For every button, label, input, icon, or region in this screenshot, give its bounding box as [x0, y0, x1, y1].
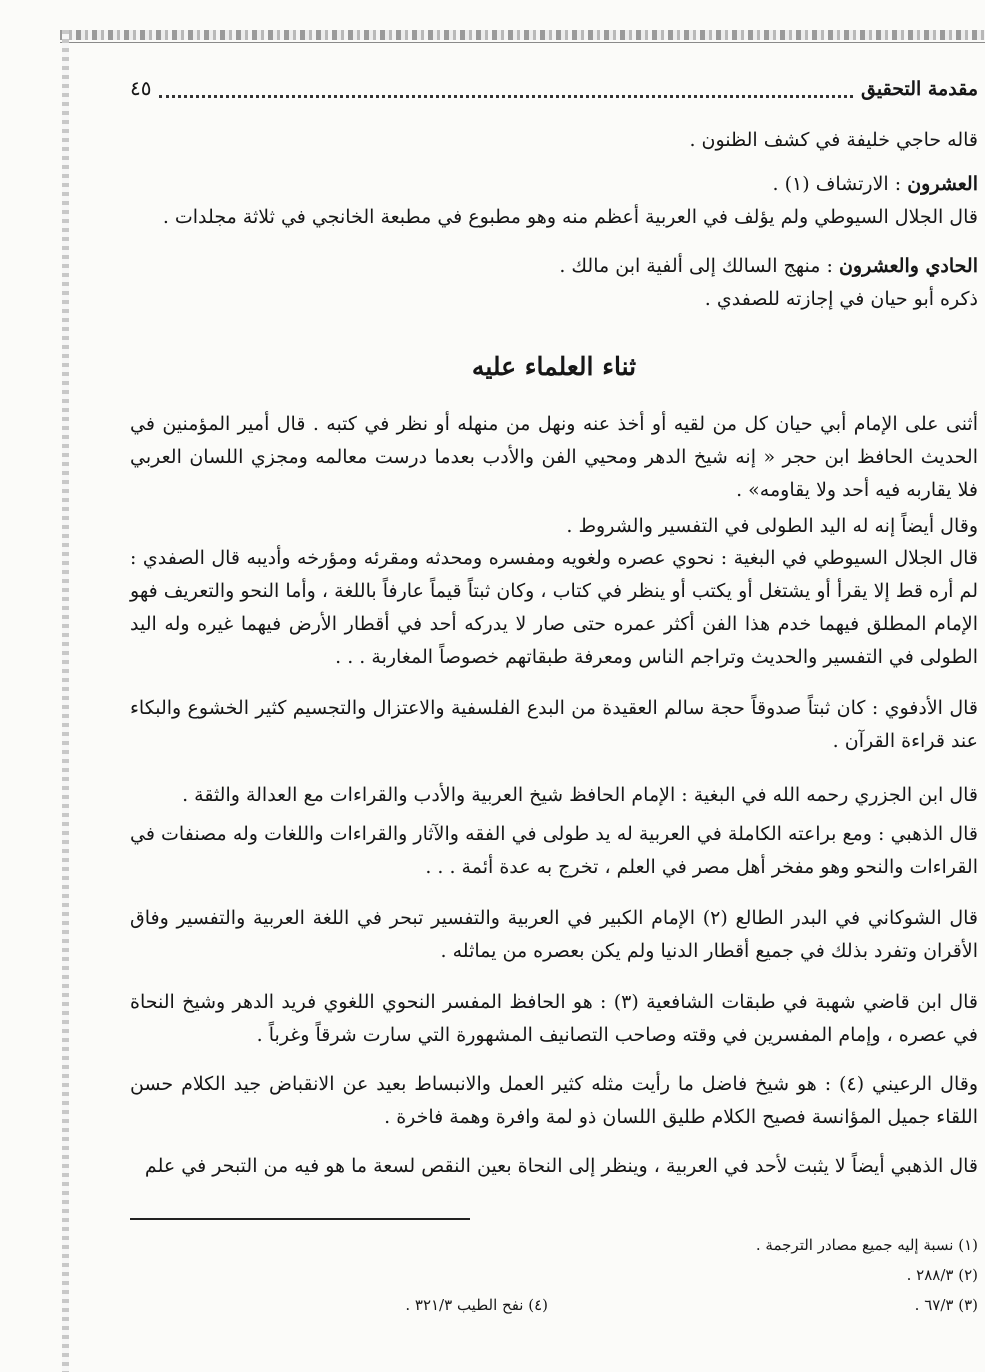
paragraph: قال ابن قاضي شهبة في طبقات الشافعية (٣) : هو الحافظ المفسر النحوي اللغوي فريد الدهر وشيخ النحاة في عصره ، وإمام المفسرين في وقته وصاحب التصانيف المشهورة التي سارت شرقاً وغرباً .	[130, 991, 978, 1046]
book-page	[130, 72, 978, 1362]
page-number: ٤٥	[130, 76, 152, 100]
footnote: (٣) ٦٧/٣ .	[914, 1296, 978, 1314]
paragraph: أثنى على الإمام أبي حيان كل من لقيه أو أخذ عنه ونهل من منهله أو نظر في كتبه . قال أمير المؤمنين في الحديث الحافظ ابن حجر « إنه شيخ الدهر ومحيي الفن والأدب بعدما درست معالمه ومجزي اللسان العربي فلا يقاربه فيه أحد ولا يقاومه» .	[130, 413, 978, 501]
page-ornament-border	[60, 30, 985, 40]
leader-dots	[159, 85, 853, 98]
running-header	[130, 76, 978, 106]
entry-line: قاله حاجي خليفة في كشف الظنون .	[689, 129, 978, 151]
paragraph: وقال أيضاً إنه له اليد الطولى في التفسير والشروط .	[566, 515, 978, 537]
footnote: (٤) نفح الطيب ٣٢١/٣ .	[405, 1296, 548, 1314]
entry-twenty-first: الحادي والعشرون : منهج السالك إلى ألفية ابن مالك . ذكره أبو حيان في إجازته للصفدي .	[559, 255, 978, 310]
entry-twentieth: العشرون : الارتشاف (١) . قال الجلال السيوطي ولم يؤلف في العربية أعظم منه وهو مطبوع في مطبعة الخانجي في ثلاثة مجلدات .	[162, 173, 978, 228]
page-side-border	[62, 30, 69, 1372]
paragraph: قال الشوكاني في البدر الطالع (٢) الإمام الكبير في العربية والتفسير تبحر في اللغة العربية والتفسير وفاق الأقران وتفرد بذلك في جميع أقطار الدنيا ولم يكن بعصره من يماثله .	[130, 907, 978, 962]
paragraph: قال ابن الجزري رحمه الله في البغية : الإمام الحافظ شيخ العربية والأدب والقراءات مع العدالة والثقة .	[182, 784, 978, 806]
page-border-line	[60, 42, 985, 43]
paragraph: وقال الرعيني (٤) : هو شيخ فاضل ما رأيت مثله كثير العمل والانبساط بعيد عن الانقباض جيد الكلام حسن اللقاء جميل المؤانسة فصيح الكلام طليق اللسان ذو لمة وافرة وهمة فاخرة .	[130, 1073, 978, 1128]
paragraph: قال الذهبي أيضاً لا يثبت لأحد في العربية ، وينظر إلى النحاة بعين النقص لسعة ما هو فيه من التبحر في علم	[144, 1155, 978, 1177]
running-title: مقدمة التحقيق	[861, 78, 978, 100]
paragraph: قال الجلال السيوطي في البغية : نحوي عصره ولغويه ومفسره ومحدثه ومقرئه ومؤرخه وأديبه قال الصفدي : لم أره قط إلا يقرأ أو يشتغل أو يكتب أو ينظر في كتاب ، وكان ثبتاً قيماً عارفاً باللغة ، وأما النحو والتعريف فهو الإمام المطلق فيهما خدم هذا الفن أكثر عمره حتى صار لا يدركه أحد في أقطار الأرض فيهما غيره وله اليد الطولى في التفسير والحديث وتراجم الناس ومعرفة طبقاتهم خصوصاً المغاربة . . .	[130, 547, 978, 668]
section-heading: ثناء العلماء عليه	[471, 352, 637, 381]
entry-label: العشرون	[907, 173, 978, 195]
entry-label: الحادي والعشرون	[838, 255, 978, 277]
footnote-separator	[130, 1218, 470, 1220]
footnote: (١) نسبة إليه جميع مصادر الترجمة .	[755, 1236, 978, 1254]
paragraph: قال الأدفوي : كان ثبتاً صدوقاً حجة سالم العقيدة من البدع الفلسفية والاعتزال والتجسيم كثير الخشوع والبكاء عند قراءة القرآن .	[130, 697, 978, 752]
footnote: (٢) ٢٨٨/٣ .	[906, 1266, 978, 1284]
paragraph: قال الذهبي : ومع براعته الكاملة في العربية له يد طولى في الفقه والآثار والقراءات واللغات وله مصنفات في القراءات والنحو وهو مفخر أهل مصر في العلم ، تخرج به عدة أئمة . . .	[130, 823, 978, 878]
